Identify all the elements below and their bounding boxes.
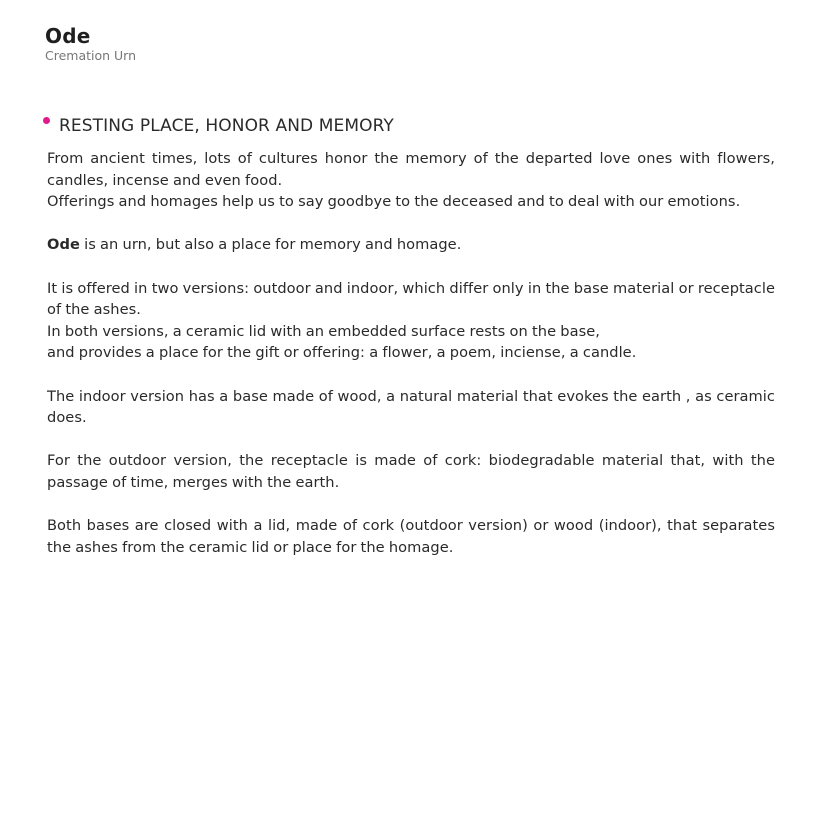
paragraph-gap xyxy=(47,213,775,235)
page-header xyxy=(45,24,136,64)
paragraph-ode-text: is an urn, but also a place for memory and homage. xyxy=(79,236,462,254)
paragraph-ode xyxy=(47,234,775,256)
paragraph-gap xyxy=(47,429,775,451)
section-heading xyxy=(43,114,775,140)
paragraph-outdoor: For the outdoor version, the receptacle is made of cork: biodegradable material that, with the passage of time, merges with the earth. xyxy=(47,452,775,491)
paragraph-versions-line-3: and provides a place for the gift or offering: a flower, a poem, inciense, a candle. xyxy=(47,344,637,362)
paragraph-gap xyxy=(47,256,775,278)
paragraph-gap xyxy=(47,364,775,386)
paragraph-versions-line-1: It is offered in two versions: outdoor and indoor, which differ only in the base material or receptacle of the ashes. xyxy=(47,279,775,319)
page-subtitle: Cremation Urn xyxy=(45,48,137,63)
paragraph-intro-line-1: From ancient times, lots of cultures honor the memory of the departed love ones with flowers, candles, incense and even food. xyxy=(47,150,775,189)
paragraph-versions-line-2: In both versions, a ceramic lid with an embedded surface rests on the base, xyxy=(47,322,600,340)
body-text xyxy=(47,148,775,558)
bullet-dot-icon xyxy=(43,117,50,124)
product-name-inline: Ode xyxy=(47,236,80,254)
paragraph-bases: Both bases are closed with a lid, made of cork (outdoor version) or wood (indoor), that separates the ashes from the ceramic lid or place for the homage. xyxy=(47,517,775,556)
section-heading-text: RESTING PLACE, HONOR AND MEMORY xyxy=(59,116,394,136)
content-section xyxy=(43,114,775,558)
page-title: Ode xyxy=(45,24,91,48)
paragraph-gap xyxy=(47,494,775,516)
paragraph-intro-line-2: Offerings and homages help us to say goodbye to the deceased and to deal with our emotions. xyxy=(47,193,741,211)
paragraph-indoor: The indoor version has a base made of wood, a natural material that evokes the earth , as ceramic does. xyxy=(47,387,775,427)
